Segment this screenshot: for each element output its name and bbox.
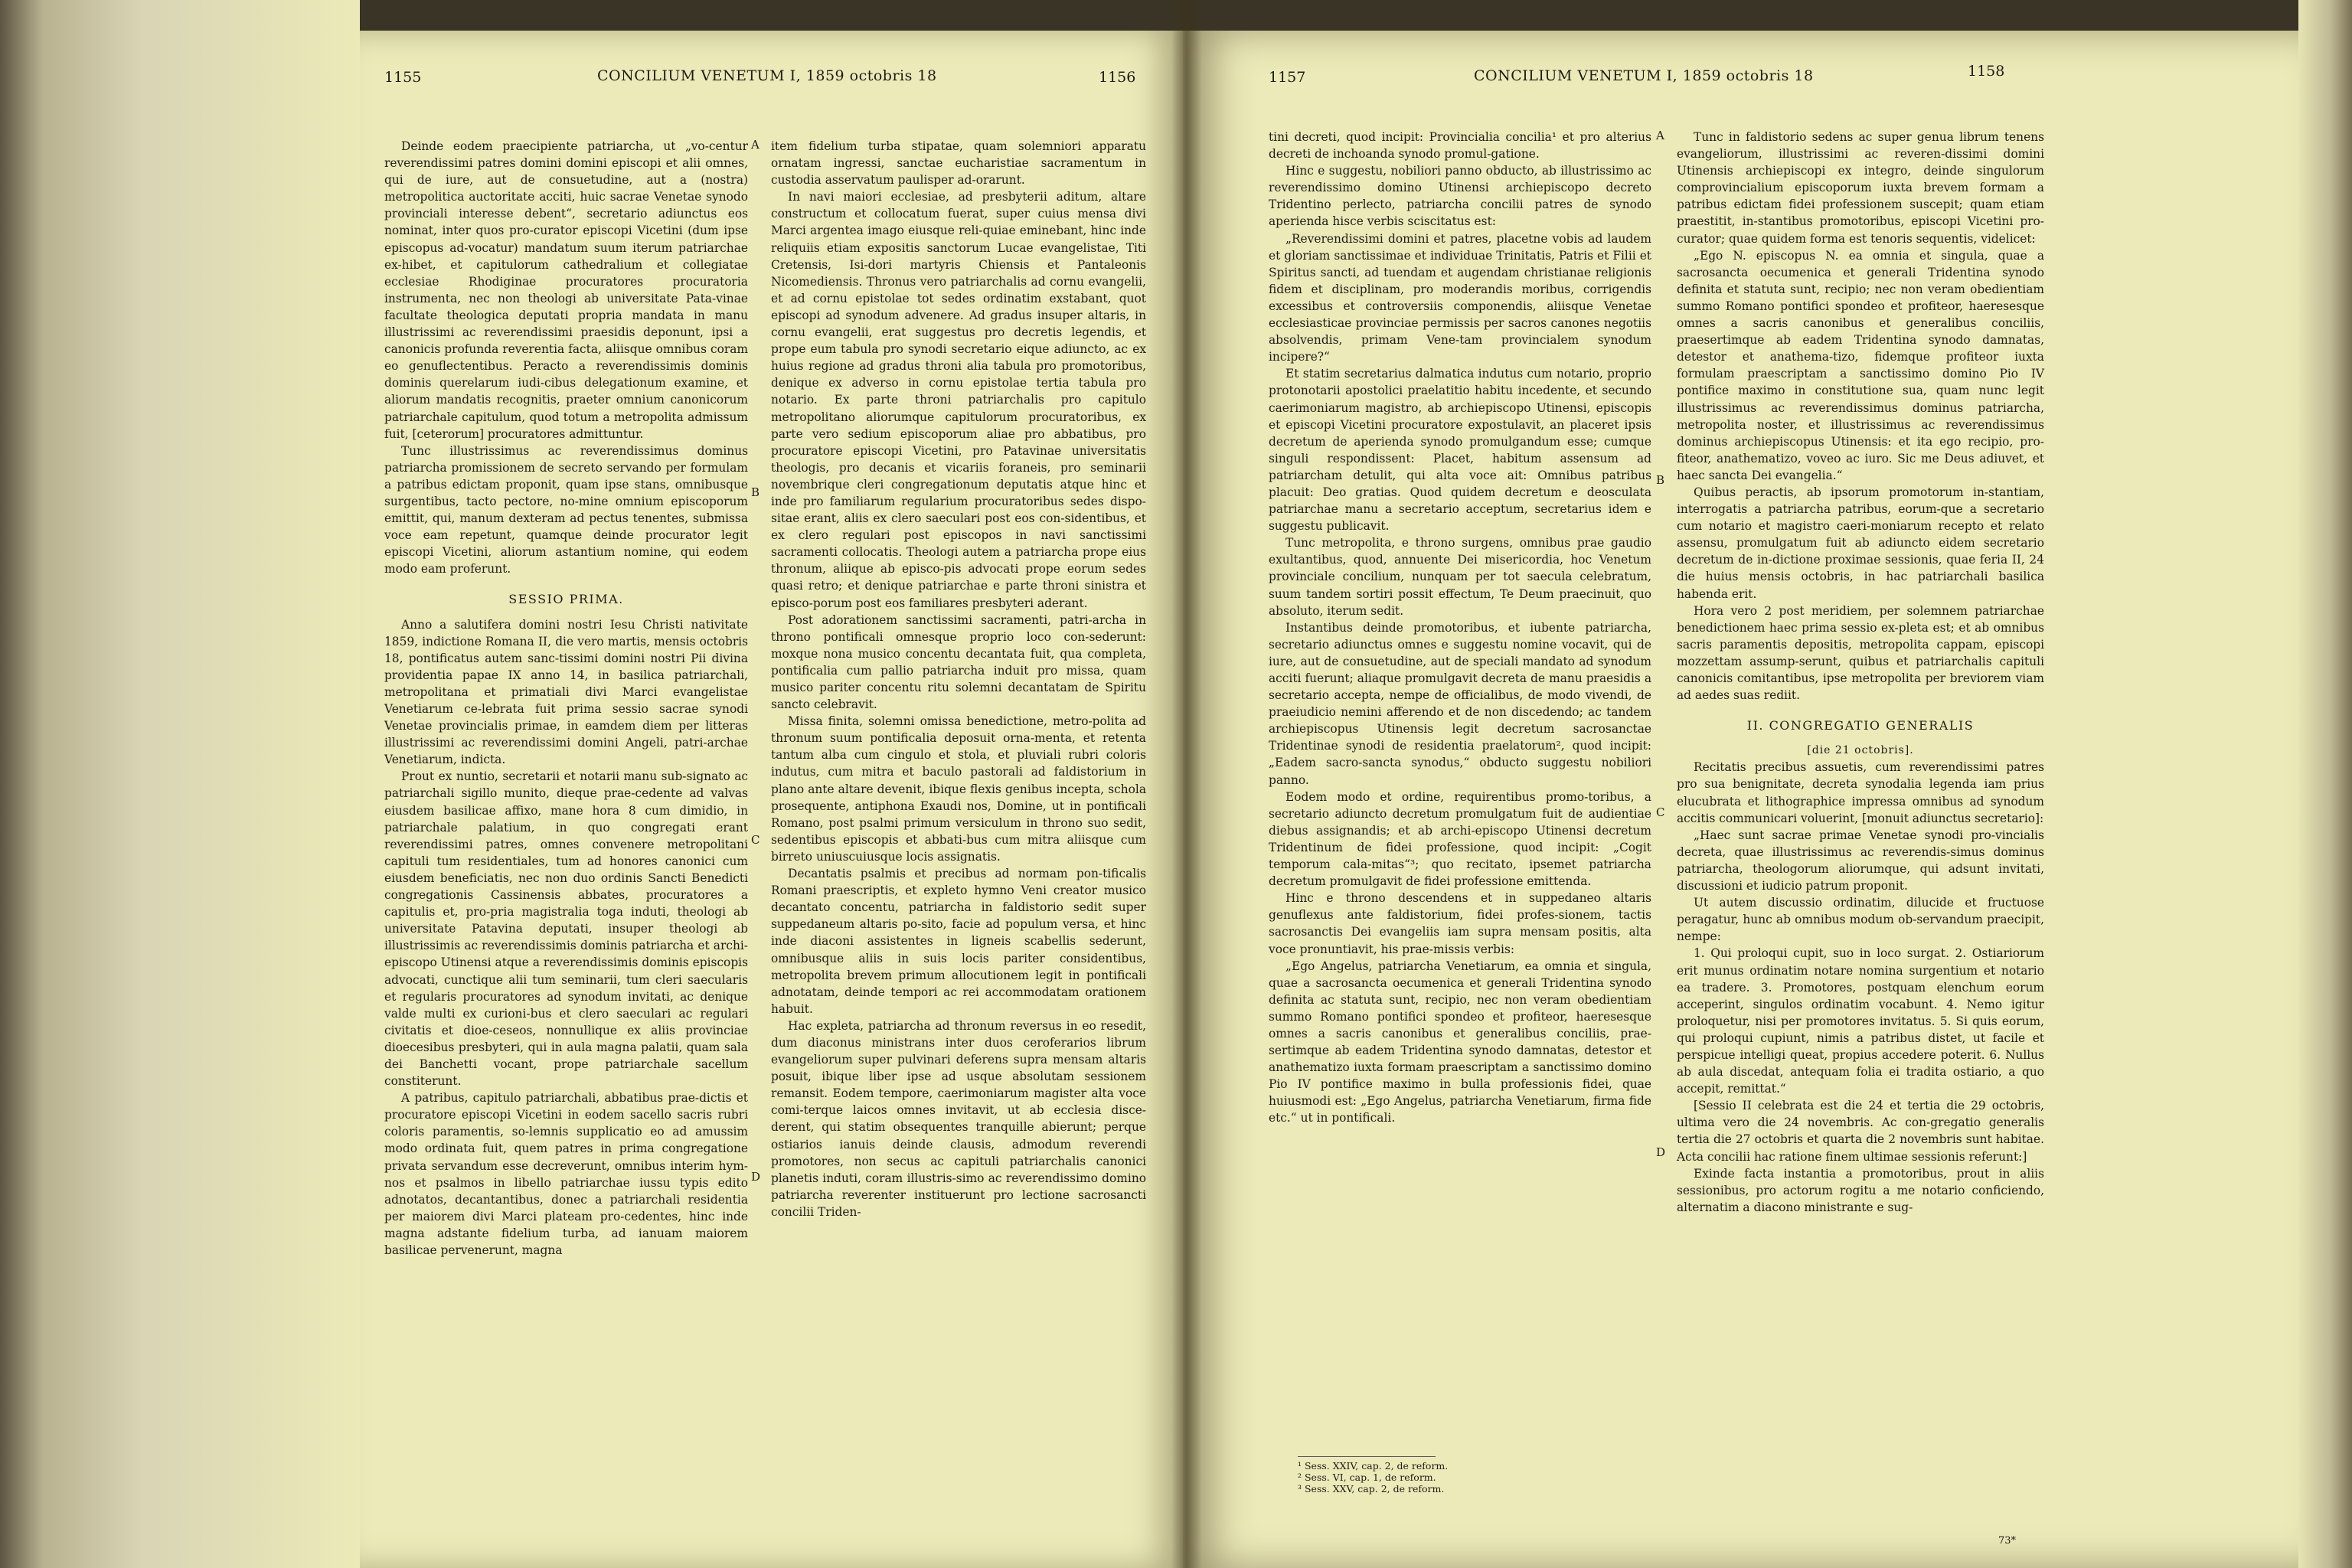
paragraph: Recitatis precibus assuetis, cum reverendissimi patres pro sua benignitate, decreta synodalia legenda iam prius elucubrata et lithographice impressa omnibus ad synodum accitis communicari voluerint, [monuit adiunctus secretario]:: [1677, 760, 2044, 825]
running-head: CONCILIUM VENETUM I, 1859 octobris 18: [597, 67, 937, 84]
paragraph: „Haec sunt sacrae primae Venetae synodi pro-vincialis decreta, quae illustrissimus ac reverendis-simus dominus patriarcha, theologorum aliorumque, qui adsunt invitati, discussioni et iudicio patrum proponit.: [1677, 828, 2044, 893]
paragraph: Tunc in faldistorio sedens ac super genua librum tenens evangeliorum, illustrissimi ac reveren-dissimi domini Utinensis archiepiscopi ex integro, deinde singulorum comprovincialium episcoporum iuxta brevem formam a patribus edictam fidei professionem suscepit; quam etiam praestitit, in-stantibus promotoribus, episcopi Vicetini pro-curator; quae quidem forma est tenoris sequentis, videlicet:: [1677, 130, 2044, 246]
paragraph: Hinc e throno descendens et in suppedaneo altaris genuflexus ante faldistorium, fidei profes-sionem, tactis sacrosanctis Dei evangeliis iam supra mensam positis, alta voce pronuntiavit, his prae-missis verbis:: [1269, 891, 1651, 956]
paragraph: „Ego Angelus, patriarcha Venetiarum, ea omnia et singula, quae a sacrosancta oecumenica et generali Tridentina synodo definita ac statuta sunt, recipio, nec non veram obedientiam summo Romano pontifici spondeo et profiteor, haeresesque omnes a sacris canonibus et generalibus conciliis, prae-sertimque ab eadem Tridentina synodo damnatas, detestor et anathematizo iuxta formam praescriptam a sanctissimo domino Pio IV pontifice maximo in bulla professionis fidei, quae huiusmodi est: „Ego Angelus, patriarcha Venetiarum, firma fide etc.“ ut in pontificali.: [1269, 959, 1651, 1125]
paragraph: item fidelium turba stipatae, quam solemniori apparatu ornatam ingressi, sanctae eucharistiae sacramentum in custodia asservatum paulisper ad-orarunt.: [771, 139, 1146, 188]
section-heading: SESSIO PRIMA.: [508, 592, 624, 607]
paragraph: „Ego N. episcopus N. ea omnia et singula, quae a sacrosancta oecumenica et generali Tridentina synodo definita et statuta sunt, recipio; nec non veram obedientiam summo Romano pontifici spondeo et profiteor, haeresesque omnes a sacris canonibus et generalibus conciliis, praesertimque ab eadem Tridentina synodo damnatas, detestor et anathema-tizo, fidemque profiteor iuxta formulam praescriptam a sanctissimo domino Pio IV pontifice maximo in constitutione sua, quam nunc legit illustrissimus ac reverendissimus dominus patriarcha, metropolita noster, et illustrissimus ac reverendissimus dominus archiepiscopus Utinensis: et ita ego recipio, pro-fiteor, anathematizo, voveo ac iuro. Sic me Deus adiuvet, et haec sancta Dei evangelia.“: [1677, 248, 2044, 482]
signature-mark: 73*: [1998, 1535, 2017, 1547]
footnote: ³ Sess. XXV, cap. 2, de reform.: [1298, 1483, 1445, 1494]
book-gutter: [1171, 0, 1202, 1568]
footnotes: [1298, 1456, 1589, 1494]
footnote-rule: [1298, 1456, 1436, 1457]
section-date: [die 21 octobris].: [1807, 744, 1914, 757]
page-number: 1157: [1269, 69, 1306, 86]
paragraph: Tunc metropolita, e throno surgens, omnibus prae gaudio exultantibus, quod, annuente Dei misericordia, hoc Venetum provinciale concilium, nunquam per tot saecula celebratum, suum tandem sortiri possit effectum, Te Deum praecinuit, quo absoluto, iterum sedit.: [1269, 536, 1651, 618]
text-column-1: [1269, 129, 1651, 1127]
text-column-2: [1677, 129, 2044, 1216]
paragraph: 1. Qui proloqui cupit, suo in loco surgat. 2. Ostiariorum erit munus ordinatim notare nomina surgentium et notario ea tradere. 3. Promotores, postquam elenchum eorum acceperint, singulos ordinatim vocabunt. 4. Nemo igitur proloquetur, nisi per promotores invitatus. 5. Si quis eorum, qui proloqui cupiunt, nimis a patribus distet, ut facile et perspicue intelligi queat, propius accedere poterit. 6. Nullus ab aula discedat, antequam folia ei tradita ostiario, a quo accepit, remittat.“: [1677, 946, 2044, 1096]
left-page-edges: [0, 0, 360, 1568]
paragraph: Post adorationem sanctissimi sacramenti, patri-archa in throno pontificali omnesque proprio loco con-sederunt: moxque nona musico concentu decantata fuit, qua completa, pontificalia cum pallio patriarcha induit pro missa, quam musico pariter concentu ritu solemni decantatam de Spiritu sancto celebravit.: [771, 612, 1146, 712]
paragraph: [Sessio II celebrata est die 24 et tertia die 29 octobris, ultima vero die 24 novembris. Ac con-gregatio generalis tertia die 27 octobris et quarta die 2 novembris sunt habitae. Acta concilii hac ratione finem ultimae sessionis referunt:]: [1677, 1099, 2044, 1164]
text-column-1: [384, 138, 748, 1259]
running-head: CONCILIUM VENETUM I, 1859 octobris 18: [1474, 67, 1814, 84]
paragraph: In navi maiori ecclesiae, ad presbyterii aditum, altare constructum et collocatum fuerat, super cuius mensa divi Marci argentea imago eiusque reli-quiae eminebant, hinc inde reliquiis etiam expositis sanctorum Lucae evangelistae, Titi Cretensis, Isi-dori martyris Chiensis et Pantaleonis Nicomediensis. Thronus vero patriarchalis ad cornu evangelii, et ad cornu epistolae tot sedes ordinatim exstabant, quot episcopi ad synodum advenere. Ad gradus insuper altaris, in cornu evangelii, erat suggestus pro decretis legendis, et prope eum tabula pro synodi secretario eique adiuncto, ac ex huius regione ad gradus throni alia tabula pro promotoribus, denique ex adverso in cornu epistolae tertia tabula pro notario. Ex parte throni patriarchalis pro capitulo metropolitano aliorumque capitulorum procuratoribus, ex parte vero sedium episcoporum aliae pro abbatibus, pro procuratore episcopi Vicetini, pro Patavinae universitatis theologis, pro decanis et vicariis foraneis, pro seminarii novembrique cleri congregationum deputatis atque hinc et inde pro familiarum regularium procuratoribus sedes dispo-sitae erant, aliis ex clero saeculari post eos con-sidentibus, et ex clero regulari post episcopos in navi sanctissimi sacramenti collocatis. Theologi autem a patriarcha prope eius thronum, aliique ab episco-pis advocati prope eorum sedes quasi retro; et denique patriarchae e parte throni sinistra et episco-porum post eos familiares presbyteri aderant.: [771, 190, 1146, 610]
paragraph: Hac expleta, patriarcha ad thronum reversus in eo resedit, dum diaconus ministrans inter duos ceroferarios librum evangeliorum super pulvinari deferens supra mensam altaris posuit, ibique liber ipse ad usque absolutam sessionem remansit. Eodem tempore, caerimoniarum magister alta voce comi-terque laicos omnes invitavit, ut ab ecclesia disce-derent, qui statim obsequentes tranquille abierunt; perque ostiarios ianuis deinde clausis, admodum reverendi promotores, non secus ac capituli patriarchalis canonici planetis induti, coram illustris-simo ac reverendissimo domino patriarcha reverenter instituerunt pro lectione sacrosancti concilii Triden-: [771, 1018, 1146, 1219]
margin-marker: D: [1656, 1145, 1666, 1159]
paragraph: Instantibus deinde promotoribus, et iubente patriarcha, secretario adiunctus omnes e suggestu nomine vocavit, qui de iure, aut de consuetudine, aut de speciali mandato ad synodum acciti fuerunt; aliaque promulgavit decreta de manu praesidis a secretario accepta, nempe de officialibus, de modo vivendi, de praeiudicio nemini afferendo et de non discedendo; ac tandem archiepiscopus Utinensis legit decretum sacrosanctae Tridentinae synodi de residentia praelatorum², quod incipit: „Eadem sacro-sancta synodus,“ obducto suggestu nobiliori panno.: [1269, 620, 1651, 787]
paragraph: Decantatis psalmis et precibus ad normam pon-tificalis Romani praescriptis, et expleto hymno Veni creator musico decantato concentu, patriarcha in faldistorio sedit super suppedaneum altaris po-sito, facie ad populum versa, et hinc inde diaconi assistentes in ligneis scabellis sederunt, omnibusque aliis in suis locis pariter considentibus, metropolita brevem primum allocutionem legit in pontificali adnotatam, deinde tempori ac rei accommodatam orationem habuit.: [771, 867, 1146, 1016]
paragraph: Exinde facta instantia a promotoribus, prout in aliis sessionibus, pro actorum rogitu a me notario conficiendo, alternatim a diacono ministrante e sug-: [1677, 1166, 2044, 1214]
margin-marker: C: [751, 833, 760, 847]
paragraph: Hora vero 2 post meridiem, per solemnem patriarchae benedictionem haec prima sessio ex-pleta est; et ab omnibus sacris paramentis depositis, metropolita cappam, episcopi mozzettam assump-serunt, quibus et patriarchalis capituli canonicis comitantibus, ipse metropolita per breviorem viam ad aedes suas rediit.: [1677, 603, 2044, 703]
left-page: [360, 31, 1183, 1568]
page-number: 1155: [384, 69, 422, 86]
paragraph: A patribus, capitulo patriarchali, abbatibus prae-dictis et procuratore episcopi Vicetini in eodem sacello sacris rubri coloris paramentis, so-lemnis supplicatio eo ad amussim modo ordinata fuit, quem patres in prima congregatione privata servandum esse decreverunt, omnibus interim hym-nos et psalmos in libello patriarchae iussu typis edito adnotatos, decantantibus, donec a patriarchali residentia per maiorem divi Marci plateam pro-cedentes, hinc inde magna adstante fidelium turba, ad ianuam maiorem basilicae pervenerunt, magna: [384, 1091, 748, 1257]
page-number: 1156: [1099, 69, 1136, 86]
footnote: ² Sess. VI, cap. 1, de reform.: [1298, 1472, 1436, 1483]
paragraph: Deinde eodem praecipiente patriarcha, ut „vo-centur reverendissimi patres domini domini episcopi et alii omnes, qui de iure, aut de consuetudine, aut a (nostra) metropolitica auctoritate acciti, huic sacrae Venetae synodo provinciali interesse debent“, secretario adiunctus eos nominat, inter quos pro-curator episcopi Vicetini (dum ipse episcopus ad-vocatur) mandatum suum iterum patriarchae ex-hibet, et capitulorum cathedralium et collegiatae ecclesiae Rhodiginae procuratores procuratoria instrumenta, nec non theologi ab universitate Pata-vinae facultate theologica deputati propria mandata in manu illustrissimi ac reverendissimi praesidis deponunt, ipsi a canonicis profunda reverentia facta, aliisque omnibus coram eo genuflectentibus. Peracto a reverendissimis dominis dominis querelarum iudi-cibus delegationum examine, et aliorum mandatis recognitis, praeter omnium canonicorum patriarchale capitulum, quod totum a metropolita admissum fuit, [ceterorum] procuratores admittuntur.: [384, 139, 748, 441]
margin-marker: A: [751, 138, 760, 152]
paragraph: Hinc e suggestu, nobiliori panno obducto, ab illustrissimo ac reverendissimo domino Utinensi archiepiscopo decreto Tridentino perlecto, patriarcha concilii patres de synodo aperienda hisce verbis sciscitatus est:: [1269, 164, 1651, 229]
footnote: ¹ Sess. XXIV, cap. 2, de reform.: [1298, 1460, 1449, 1472]
margin-marker: A: [1656, 129, 1664, 142]
text-column-2: [771, 138, 1146, 1220]
paragraph: Eodem modo et ordine, requirentibus promo-toribus, a secretario adiuncto decretum promulgatum fuit de audientiae diebus assignandis; et ab archi-episcopo Utinensi decretum Tridentinum de fidei professione, quod incipit: „Cogit temporum cala-mitas“³; quo recitato, ipsemet patriarcha decretum promulgavit de fidei professione emittenda.: [1269, 789, 1651, 889]
paragraph: Ut autem discussio ordinatim, dilucide et fructuose peragatur, hunc ab omnibus modum ob-servandum praecipit, nempe:: [1677, 896, 2044, 944]
paragraph: Et statim secretarius dalmatica indutus cum notario, proprio protonotarii apostolici praelatitio habitu incedente, et secundo caerimoniarum magistro, ab archiepiscopo Utinensi, episcopis et episcopi Vicetini procuratore expostulavit, an placeret ipsis decretum de aperienda synodo promulgandum esse; cumque singuli respondissent: Placet, habitum assensum ad patriarcham detulit, qui alta voce ait: Omnibus patribus placuit: Deo gratias. Quod quidem decretum e deosculata patriarchae manu a secretario acceptum, secretarius idem e suggestu publicavit.: [1269, 367, 1651, 534]
margin-marker: D: [751, 1170, 761, 1184]
margin-marker: B: [751, 485, 760, 499]
margin-marker: B: [1656, 473, 1665, 487]
paragraph: „Reverendissimi domini et patres, placetne vobis ad laudem et gloriam sanctissimae et individuae Trinitatis, Patris et Filii et Spiritus sancti, ad tuendam et augendam christianae religionis fidem et disciplinam, pro moderandis moribus, corrigendis excessibus et controversiis componendis, aliisque Venetae ecclesiasticae provinciae permissis per sacros canones negotiis absolvendis, primam Vene-tam provincialem synodum incipere?“: [1269, 231, 1651, 364]
page-number: 1158: [1968, 63, 2005, 80]
paragraph: tini decreti, quod incipit: Provincialia concilia¹ et pro alterius decreti de inchoanda synodo promul-gatione.: [1269, 130, 1651, 162]
section-heading: II. CONGREGATIO GENERALIS: [1746, 718, 1975, 733]
paragraph: Tunc illustrissimus ac reverendissimus dominus patriarcha promissionem de secreto servando per formulam a patribus edictam proponit, quam ipse stans, omnibusque surgentibus, tacto pectore, no-mine omnium episcoporum emittit, qui, manum dexteram ad pectus tenentes, submissa voce eam repetunt, quamque deinde procurator legit episcopi Vicetini, aliorum astantium nomine, qui eodem modo eam proferunt.: [384, 443, 748, 577]
margin-marker: C: [1656, 805, 1665, 819]
paragraph: Missa finita, solemni omissa benedictione, metro-polita ad thronum suum pontificalia deposuit orna-menta, et retenta tantum alba cum cingulo et stola, et pluviali rubri coloris indutus, cum mitra et baculo pastorali ad faldistorium in plano ante altare devenit, ibique flexis genibus incepta, schola prosequente, antiphona Exaudi nos, Domine, ut in pontificali Romano, post psalmi primum versiculum in throno suo sedit, sedentibus episcopis et abbati-bus cum mitra aliisque cum birreto uniuscuiusque locis assignatis.: [771, 714, 1146, 864]
right-page: [1183, 31, 2298, 1568]
paragraph: Quibus peractis, ab ipsorum promotorum in-stantiam, interrogatis a patriarcha patribus, eorum-que a secretario cum notario et magistro caeri-moniarum recepto et relato assensu, promulgatum fuit ab adiuncto eidem secretario decretum de in-dictione proximae sessionis, quae feria II, 24 die huius mensis octobris, in hac patriarchali basilica habenda erit.: [1677, 485, 2044, 601]
paragraph: Anno a salutifera domini nostri Iesu Christi nativitate 1859, indictione Romana II, die vero martis, mensis octobris 18, pontificatus autem sanc-tissimi domini nostri Pii divina providentia papae IX anno 14, in basilica patriarchali, metropolitana et primatiali divi Marci evangelistae Venetiarum ce-lebrata fuit prima sessio sacrae synodi Venetae provincialis primae, in eamdem diem per litteras illustrissimi ac reverendissimi domini Angeli, patri-archae Venetiarum, indicta.: [384, 617, 748, 767]
paragraph: Prout ex nuntio, secretarii et notarii manu sub-signato ac patriarchali sigillo munito, dieque prae-cedente ad valvas eiusdem basilicae affixo, mane hora 8 cum dimidio, in patriarchale palatium, in quo congregati erant reverendissimi patres, omnes convenere metropolitani capituli tum residentiales, tum ad honores canonici cum eiusdem beneficiatis, nec non duo ordinis Sancti Benedicti congregationis Cassinensis abbates, procuratores a capitulis et, pro-pria magistralia toga induti, theologi ab universitate Patavina deputati, insuper theologi ab illustrissimis ac reverendissimis dominis patriarcha et archi-episcopo Utinensi atque a reverendissimis dominis episcopis advocati, cunctique alii tum seminarii, tum cleri saecularis et regularis procuratores ad synodum invitati, ac denique valde multi ex curioni-bus et clero saeculari ac regulari civitatis et dioe-ceseos, nonnullique ex aliis provinciae dioecesibus presbyteri, qui in aula magna palatii, quam sala dei Banchetti vocant, prope patriarchale sacellum constiterunt.: [384, 769, 748, 1089]
right-page-edges: [2298, 0, 2352, 1568]
